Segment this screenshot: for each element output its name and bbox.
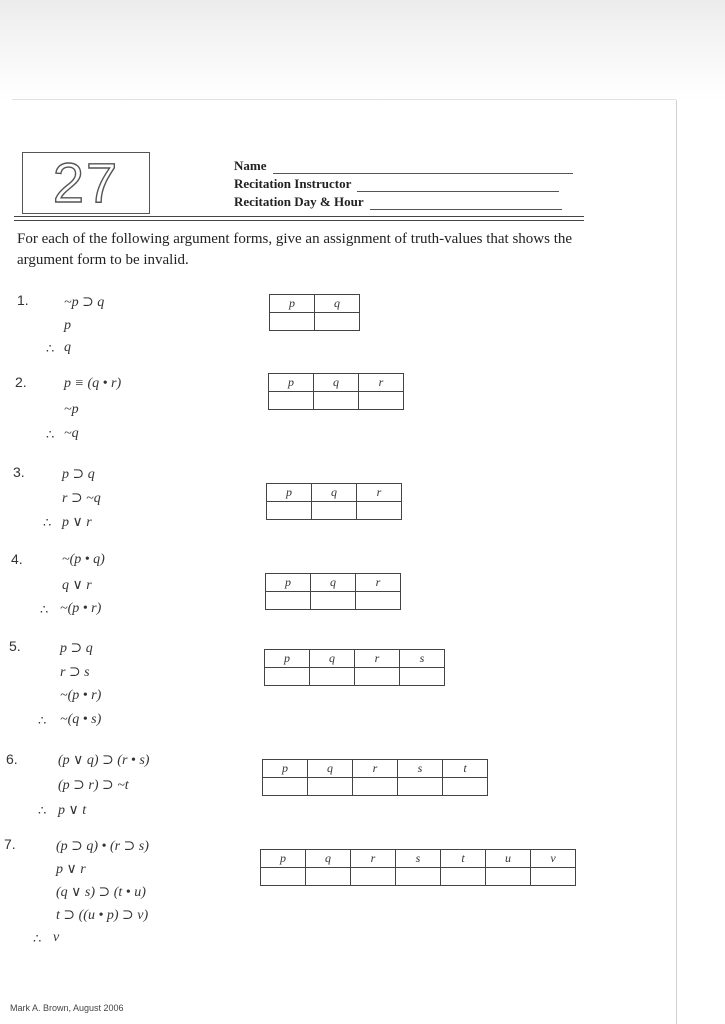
premise: ~p (64, 402, 79, 417)
var-header: q (308, 760, 353, 778)
conclusion: v (53, 930, 60, 945)
conclusion: ~(q • s) (60, 712, 102, 727)
truth-table (268, 373, 404, 410)
instructor-row (234, 176, 559, 192)
day-row (234, 194, 562, 210)
footer-credit: Mark A. Brown, August 2006 (10, 1003, 124, 1013)
conclusion: p ∨ t (58, 803, 87, 818)
var-header: s (398, 760, 443, 778)
truth-table (262, 759, 488, 796)
instructor-label: Recitation Instructor (234, 176, 352, 191)
problem-number: 1. (17, 292, 29, 308)
var-header: q (306, 850, 351, 868)
premise: p (64, 318, 71, 333)
answer-cell[interactable] (351, 868, 396, 886)
var-header: s (400, 650, 445, 668)
var-header: r (351, 850, 396, 868)
answer-cell[interactable] (267, 502, 312, 520)
var-header: t (443, 760, 488, 778)
answer-cell[interactable] (265, 668, 310, 686)
answer-cell[interactable] (531, 868, 576, 886)
therefore-symbol: ∴ (40, 602, 49, 617)
conclusion: p ∨ r (62, 515, 92, 530)
name-row (234, 158, 573, 174)
var-header: u (486, 850, 531, 868)
answer-cell[interactable] (359, 392, 404, 410)
premise: q ∨ r (62, 578, 92, 593)
assignment-number-box (22, 152, 150, 214)
premise: p ∨ r (56, 862, 86, 877)
answer-cell[interactable] (486, 868, 531, 886)
conclusion: ~q (64, 426, 79, 441)
premise: t ⊃ ((u • p) ⊃ v) (56, 908, 149, 923)
premise: p ⊃ q (62, 467, 95, 482)
var-header: p (261, 850, 306, 868)
answer-cell[interactable] (355, 668, 400, 686)
problem-number: 2. (15, 374, 27, 390)
var-header: r (357, 484, 402, 502)
premise: r ⊃ ~q (62, 491, 101, 506)
var-header: v (531, 850, 576, 868)
premise: (p ∨ q) ⊃ (r • s) (58, 753, 150, 768)
answer-cell[interactable] (312, 502, 357, 520)
var-header: p (269, 374, 314, 392)
therefore-symbol: ∴ (38, 803, 47, 818)
answer-cell[interactable] (266, 592, 311, 610)
problem-number: 6. (6, 751, 18, 767)
answer-cell[interactable] (396, 868, 441, 886)
day-label: Recitation Day & Hour (234, 194, 364, 209)
problem-number: 4. (11, 551, 23, 567)
var-header: p (265, 650, 310, 668)
answer-cell[interactable] (400, 668, 445, 686)
var-header: r (355, 650, 400, 668)
therefore-symbol: ∴ (33, 931, 42, 946)
premise: p ⊃ q (60, 641, 93, 656)
var-header: p (263, 760, 308, 778)
assignment-number: 27 (52, 151, 120, 214)
var-header: q (312, 484, 357, 502)
instructions: For each of the following argument forms, give an assignment of truth-values that shows the argument form to be invalid. (17, 231, 573, 268)
day-field[interactable] (370, 198, 562, 210)
page-edge-right (676, 100, 677, 1024)
header-rule-2 (14, 220, 584, 221)
answer-cell[interactable] (269, 392, 314, 410)
var-header: t (441, 850, 486, 868)
answer-cell[interactable] (357, 502, 402, 520)
header-rule-1 (14, 216, 584, 217)
page-edge-top (12, 99, 676, 100)
var-header: p (267, 484, 312, 502)
conclusion: q (64, 340, 71, 355)
therefore-symbol: ∴ (43, 515, 52, 530)
conclusion: ~(p • r) (60, 601, 102, 616)
var-header: r (356, 574, 401, 592)
name-field[interactable] (273, 162, 573, 174)
answer-cell[interactable] (314, 392, 359, 410)
truth-table (264, 649, 445, 686)
answer-cell[interactable] (263, 778, 308, 796)
premise: (p ⊃ r) ⊃ ~t (58, 778, 129, 793)
answer-cell[interactable] (443, 778, 488, 796)
scan-shadow (0, 0, 725, 100)
var-header: q (315, 295, 360, 313)
answer-cell[interactable] (356, 592, 401, 610)
premise: r ⊃ s (60, 665, 90, 680)
truth-table (260, 849, 576, 886)
premise: p ≡ (q • r) (64, 376, 122, 391)
var-header: p (270, 295, 315, 313)
therefore-symbol: ∴ (46, 427, 55, 442)
truth-table (266, 483, 402, 520)
answer-cell[interactable] (315, 313, 360, 331)
answer-cell[interactable] (441, 868, 486, 886)
instructor-field[interactable] (357, 180, 559, 192)
therefore-symbol: ∴ (38, 713, 47, 728)
problem-number: 3. (13, 464, 25, 480)
var-header: s (396, 850, 441, 868)
problem-number: 5. (9, 638, 21, 654)
premise: (q ∨ s) ⊃ (t • u) (56, 885, 146, 900)
answer-cell[interactable] (261, 868, 306, 886)
premise: ~(p • r) (60, 688, 102, 703)
answer-cell[interactable] (270, 313, 315, 331)
problem-number: 7. (4, 836, 16, 852)
truth-table (269, 294, 360, 331)
truth-table (265, 573, 401, 610)
premise: ~p ⊃ q (64, 295, 105, 310)
therefore-symbol: ∴ (46, 341, 55, 356)
answer-cell[interactable] (398, 778, 443, 796)
var-header: p (266, 574, 311, 592)
name-label: Name (234, 158, 267, 173)
var-header: r (353, 760, 398, 778)
premise: ~(p • q) (62, 552, 105, 567)
answer-cell[interactable] (353, 778, 398, 796)
answer-cell[interactable] (308, 778, 353, 796)
var-header: r (359, 374, 404, 392)
answer-cell[interactable] (306, 868, 351, 886)
var-header: q (310, 650, 355, 668)
premise: (p ⊃ q) • (r ⊃ s) (56, 839, 149, 854)
var-header: q (311, 574, 356, 592)
answer-cell[interactable] (311, 592, 356, 610)
answer-cell[interactable] (310, 668, 355, 686)
var-header: q (314, 374, 359, 392)
